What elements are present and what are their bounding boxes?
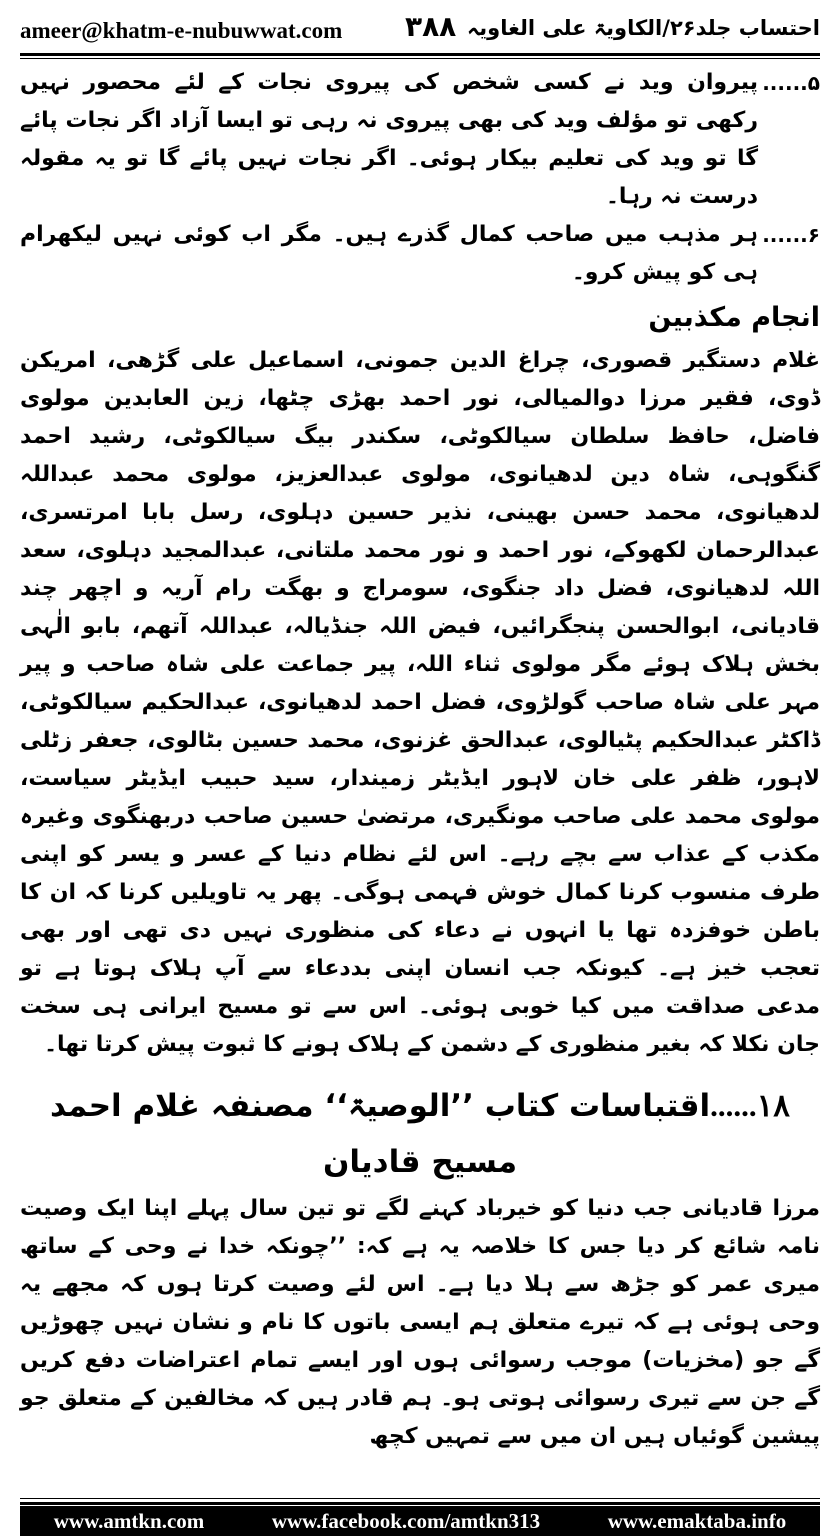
page-body (20, 64, 820, 1456)
section-number: ۱۸...... (710, 1088, 790, 1123)
header-rule (20, 53, 820, 56)
section-subheading: انجام مکذبین (648, 302, 820, 333)
book-title: احتساب جلد۲۶/الکاویۃ علی الغاویہ (466, 16, 820, 40)
body-paragraph: مرزا قادیانی جب دنیا کو خیرباد کہنے لگے تو تین سال پہلے اپنا ایک وصیت نامہ شائع کر دیا جس کا خلاصہ یہ ہے کہ: ’’چونکہ خدا نے وحی کے ساتھ میری عمر کو جڑھ سے ہلا دیا ہے۔ اس لئے وصیت کرتا ہوں کہ مجھے یہ وحی ہوئی ہے کہ تیرے متعلق ہم ایسی باتوں کا نام و نشان نہیں چھوڑیں گے جو (مخزیات) موجب رسوائی ہوں اور ایسے تمام اعتراضات دفع کریں گے جن سے تیری رسوائی ہوتی ہو۔ ہم قادر ہیں کہ مخالفین کے متعلق جو پیشین گوئیاں ہیں ان میں سے تمہیں کچھ (20, 1196, 820, 1449)
body-paragraph: غلام دستگیر قصوری، چراغ الدین جمونی، اسماعیل علی گڑھی، امریکن ڈوی، فقیر مرزا دوالمیالی، نور احمد بھڑی چٹھا، زین العابدین مولوی فاضل، حافظ سلطان سیالکوٹی، سکندر بیگ سیالکوٹی، رشید احمد گنگوہی، شاہ دین لدھیانوی، مولوی عبدالعزیز، مولوی محمد عبداللہ لدھیانوی، محمد حسن بھینی، نذیر حسین دہلوی، رسل بابا امرتسری، عبدالرحمان لکھوکے، نور احمد و نور محمد ملتانی، عبدالمجید دہلوی، سعد اللہ لدھیانوی، فضل داد جنگوی، سومراج و بھگت رام آریہ و اچھر چند قادیانی، ابوالحسن پنجگرائیں، فیض اللہ جنڈیالہ، عبداللہ آتھم، بابو الٰہی بخش ہلاک ہوئے مگر مولوی ثناء اللہ، پیر جماعت علی شاہ صاحب و پیر مہر علی شاہ صاحب گولڑوی، فضل احمد لدھیانوی، عبدالحکیم سیالکوٹی، ڈاکٹر عبدالحکیم پٹیالوی، عبدالحق غزنوی، محمد حسین بٹالوی، جعفر زٹلی لاہور، ظفر علی خان لاہور ایڈیٹر زمیندار، سید حبیب ایڈیٹر سیاست، مولوی محمد علی صاحب مونگیری، مرتضیٰ حسین صاحب دربھنگوی وغیرہ مکذب کے عذاب سے بچے رہے۔ اس لئے نظام دنیا کے عسر و یسر کو اپنی طرف منسوب کرنا کمال خوش فہمی ہوگی۔ پھر یہ تاویلیں کرنا کہ ان کا باطن خوفزدہ تھا یا انہوں نے دعاء کی منظوری نہیں دی تھی اور بھی تعجب خیز ہے۔ کیونکہ جب انسان اپنی بددعاء سے آپ ہلاک ہوتا ہے تو مدعی صداقت میں کیا خوبی ہوئی۔ اس سے تو مسیح ایرانی ہی سخت جان نکلا کہ بغیر منظوری کے دشمن کے ہلاک ہونے کا ثبوت پیش کرتا تھا۔ (20, 348, 820, 1057)
page-header (20, 8, 820, 52)
item-number: ۶...... (762, 223, 820, 247)
header-email: ameer@khatm-e-nubuwwat.com (20, 18, 343, 43)
section-title: اقتباسات کتاب ’’الوصیۃ‘‘ مصنفہ غلام احمد مسیح قادیان (50, 1088, 711, 1180)
item-text: پیروان وید نے کسی شخص کی پیروی نجات کے لئے محصور نہیں رکھی تو مؤلف وید کی بھی پیروی نہ رہی تو ایسا آزاد اگر نجات پائے گا تو وید کی تعلیم بیکار ہوئی۔ اگر نجات نہیں پائے گا تو یہ مقولہ درست نہ رہا۔ (20, 70, 758, 209)
page-number: ۳۸۸ (405, 10, 457, 43)
item-number: ۵...... (762, 71, 820, 95)
list-item (20, 64, 820, 216)
footer-rule-thin (20, 1498, 820, 1499)
list-item (20, 216, 820, 292)
header-rule-thin (20, 58, 820, 59)
footer-link-amtkn: www.amtkn.com (53, 1508, 205, 1533)
section-heading (20, 1078, 820, 1190)
item-text: ہر مذہب میں صاحب کمال گذرے ہیں۔ مگر اب کوئی نہیں لیکھرام ہی کو پیش کرو۔ (20, 222, 758, 285)
footer-link-facebook: www.facebook.com/amtkn313 (271, 1508, 541, 1533)
page-footer (20, 1506, 820, 1536)
footer-link-emaktaba: www.emaktaba.info (607, 1508, 787, 1533)
footer-rule (20, 1502, 820, 1505)
